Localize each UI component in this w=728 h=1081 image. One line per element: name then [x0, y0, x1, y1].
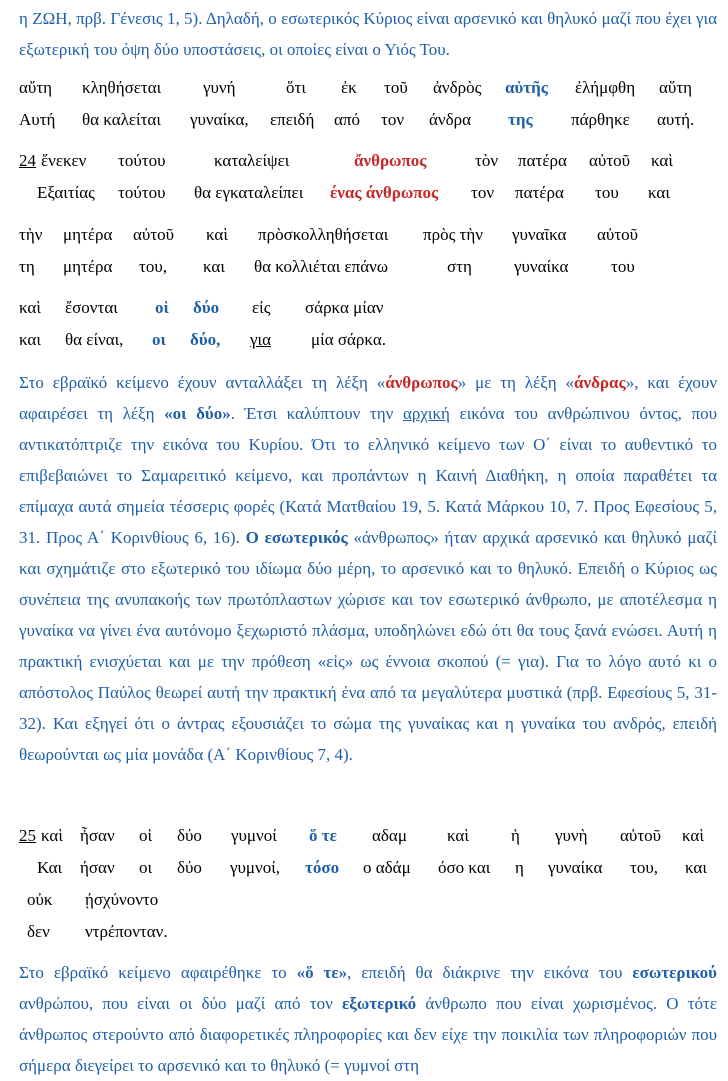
word: αυτή.: [657, 110, 695, 129]
word: τη: [19, 257, 35, 276]
word: γυνὴ: [555, 826, 588, 845]
text: , επειδή θα διάκρινε την εικόνα του: [347, 963, 633, 982]
word: οὐκ: [27, 890, 53, 909]
word: αὐτοῦ: [620, 826, 662, 845]
word: θα καλείται: [82, 110, 161, 129]
word: ἕνεκεν: [41, 151, 87, 170]
word: θα εγκαταλείπει: [194, 183, 304, 202]
word: του: [611, 257, 635, 276]
word: τὴν: [19, 225, 43, 244]
word: Και: [37, 858, 63, 877]
word: και: [648, 183, 670, 202]
word: τούτου: [118, 151, 166, 170]
word: του: [595, 183, 619, 202]
text: », και έχουν αφαιρέσει τη λέξη: [19, 373, 717, 423]
word-highlight: δύο: [193, 298, 220, 317]
word: καὶ: [41, 826, 63, 845]
bold-term: «ὅ τε»: [296, 963, 348, 982]
word: ήσαν: [80, 858, 115, 877]
word: ἐκ: [341, 78, 357, 97]
word: αδαμ: [372, 826, 407, 845]
word: και: [685, 858, 707, 877]
word: γυμνοί: [231, 826, 277, 845]
word: του,: [630, 858, 658, 877]
word: δύο: [177, 858, 202, 877]
commentary-paragraph: [19, 367, 717, 770]
text: άνθρωπο που είναι χωρισμένος. Ο τότε άνθρωπος στερούντο από διαφορετικές πληροφορίες και δεν είχε την ποικιλία των πληροφοριών που σήμερα διεγείρει το αρσενικό και το θηλυκό (= γυμνοί στη: [19, 994, 717, 1075]
text: . Έτσι καλύπτουν την: [230, 404, 403, 423]
intro-text: η ΖΩΗ, πρβ. Γένεσις 1, 5). Δηλαδή, ο εσωτερικός Κύριος είναι αρσενικό και θηλυκό μαζί που έχει για εξωτερική του όψη δύο υποστάσεις, οι οποίες είναι ο Υιός Του.: [19, 9, 717, 59]
word: πρὸσκολληθήσεται: [258, 225, 389, 244]
word-highlight: ὅ τε: [309, 826, 337, 845]
word: πατέρα: [518, 151, 567, 170]
bold-term: εσωτερικού: [632, 963, 717, 982]
word: καὶ: [206, 225, 228, 244]
word: ἀνδρὸς: [433, 78, 482, 97]
word: μία σάρκα.: [311, 330, 386, 349]
word: δεν: [27, 922, 50, 941]
word: οἱ: [139, 826, 153, 845]
word: μητέρα: [63, 257, 113, 276]
verse-23-greek-line: [0, 78, 728, 102]
verse-25-greek-line-1: [0, 826, 728, 850]
verse-24-modern-line-1: [0, 183, 728, 207]
word: αὐτοῦ: [589, 151, 631, 170]
intro-paragraph: [19, 3, 717, 65]
word: πρὸς τὴν: [423, 225, 483, 244]
word: γυναίκα,: [190, 110, 249, 129]
word-highlight: της: [508, 110, 533, 129]
word: ἔσονται: [65, 298, 118, 317]
verse-number: 24: [19, 151, 36, 170]
verse-25-modern-line-2: [0, 922, 728, 946]
word: γυναῖκα: [512, 225, 567, 244]
word: κληθήσεται: [82, 78, 162, 97]
underlined-term: αρχική: [402, 404, 450, 423]
word: επειδή: [270, 110, 315, 129]
word: του,: [139, 257, 167, 276]
word: γυναίκα: [548, 858, 603, 877]
word: αὕτη: [659, 78, 693, 97]
word: τούτου: [118, 183, 166, 202]
word: οι: [139, 858, 153, 877]
text: «άνθρωπος» ήταν αρχικά αρσενικό και θηλυκό μαζί και σχημάτιζε στο εξωτερικό του ιδίωμα δύο μέρη, το αρσενικό και το θηλυκό. Επειδή ο Κύριος ως συνέπεια της ανυπακοής των πρωτόπλαστων χώρισε και τον εσωτερικό άνθρωπο, με αποτέλεσμα η γυναίκα να γίνει ένα αυτόνομο ξεχωριστό πλάσμα, υποδηλώνει εδώ ότι θα τους ξανά ενώσει. Αυτή η πρακτική ενισχύεται και με την πρόθεση «εἰς» ως έννοια σκοπού (= για). Για το λόγο αυτό κι ο απόστολος Παύλος θεωρεί αυτή την πρακτική ένα από τα μεγαλύτερα μυστικά (πρβ. Εφεσίους 5, 31-32). Και εξηγεί ότι ο άντρας εξουσιάζει το σώμα της γυναίκας και η γυναίκα του ανδρός, επειδή θεωρούνται ως μία μονάδα (Α΄ Κορινθίους 7, 4).: [19, 528, 717, 764]
verse-24-modern-line-3: [0, 330, 728, 354]
word-highlight: ένας άνθρωπος: [330, 183, 439, 202]
highlight-term: άνδρας: [574, 373, 626, 392]
word: αὔτη: [19, 78, 53, 97]
word: γυνή: [203, 78, 236, 97]
word-highlight: ἄνθρωπος: [354, 151, 427, 170]
word: αὐτοῦ: [133, 225, 175, 244]
word: καὶ: [682, 826, 704, 845]
word: άνδρα: [429, 110, 471, 129]
word: θα κολλιέται επάνω: [254, 257, 389, 276]
word-highlight: αὐτῆς: [505, 78, 548, 97]
text: » με τη λέξη «: [457, 373, 575, 392]
bold-term: «οι δύο»: [164, 404, 231, 423]
word: καὶ: [19, 298, 41, 317]
word: δύο: [177, 826, 202, 845]
text: ανθρώπου, που είναι οι δύο μαζί από τον: [19, 994, 342, 1013]
word: καταλείψει: [214, 151, 290, 170]
word: Εξαιτίας: [37, 183, 95, 202]
word: τοῦ: [384, 78, 408, 97]
word: ο αδάμ: [363, 858, 411, 877]
word: όσο και: [438, 858, 491, 877]
verse-23-modern-line: [0, 110, 728, 134]
word: ντρέπονταν.: [85, 922, 168, 941]
verse-24-greek-line-1: [0, 151, 728, 175]
word: γυναίκα: [514, 257, 569, 276]
verse-24-greek-line-3: [0, 298, 728, 322]
word: Αυτή: [19, 110, 56, 129]
word: ἐλήμφθη: [575, 78, 636, 97]
word: τὸν: [475, 151, 499, 170]
word: και: [19, 330, 41, 349]
word: εἰς: [252, 298, 271, 317]
verse-24-greek-line-2: [0, 225, 728, 249]
highlight-term: άνθρωπος: [385, 373, 458, 392]
verse-24-modern-line-2: [0, 257, 728, 281]
word: σάρκα μίαν: [305, 298, 384, 317]
word-highlight: οἱ: [155, 298, 169, 317]
verse-25-greek-line-2: [0, 890, 728, 914]
word-underlined: για: [250, 330, 271, 349]
text: Στο εβραϊκό κείμενο αφαιρέθηκε το: [19, 963, 297, 982]
word: πατέρα: [515, 183, 564, 202]
word: γυμνοί,: [230, 858, 281, 877]
word: μητέρα: [63, 225, 113, 244]
text: εικόνα του ανθρώπινου όντος, που αντικατόπτριζε την εικόνα του Κυρίου. Ότι το ελληνικό κείμενο των Ο΄ είναι το αυθεντικό το επιβεβαιώνει το Σαμαρειτικό κείμενο, και προπάντων η Καινή Διαθήκη, η οποία παραθέτει τα επίμαχα αυτά σημεία τέσσερις φορές (Κατά Ματθαίου 19, 5. Κατά Μάρκου 10, 7. Προς Εφεσίους 5, 31. Προς Α΄ Κορινθίους 6, 16).: [19, 404, 718, 547]
word: καὶ: [651, 151, 673, 170]
word: η: [515, 858, 524, 877]
word: αὐτοῦ: [597, 225, 639, 244]
word: στη: [447, 257, 472, 276]
word: ὅτι: [286, 78, 306, 97]
verse-number: 25: [19, 826, 36, 845]
word-highlight: τόσο: [305, 858, 340, 877]
text: Στο εβραϊκό κείμενο έχουν ανταλλάξει τη λέξη «: [19, 373, 386, 392]
verse-25-modern-line-1: [0, 858, 728, 882]
word: ᾐσχύνοντο: [85, 890, 159, 909]
word: ἦσαν: [80, 826, 115, 845]
bold-term: Ο εσωτερικός: [245, 528, 348, 547]
word: τον: [471, 183, 495, 202]
word: τον: [381, 110, 405, 129]
commentary-paragraph-2: [19, 957, 717, 1081]
word: από: [334, 110, 360, 129]
bold-term: εξωτερικό: [342, 994, 417, 1013]
word-highlight: οι: [152, 330, 166, 349]
word: καὶ: [447, 826, 469, 845]
word-highlight: δύο,: [190, 330, 221, 349]
word: και: [203, 257, 225, 276]
word: θα είναι,: [65, 330, 124, 349]
word: πάρθηκε: [571, 110, 630, 129]
word: ἡ: [511, 826, 520, 845]
